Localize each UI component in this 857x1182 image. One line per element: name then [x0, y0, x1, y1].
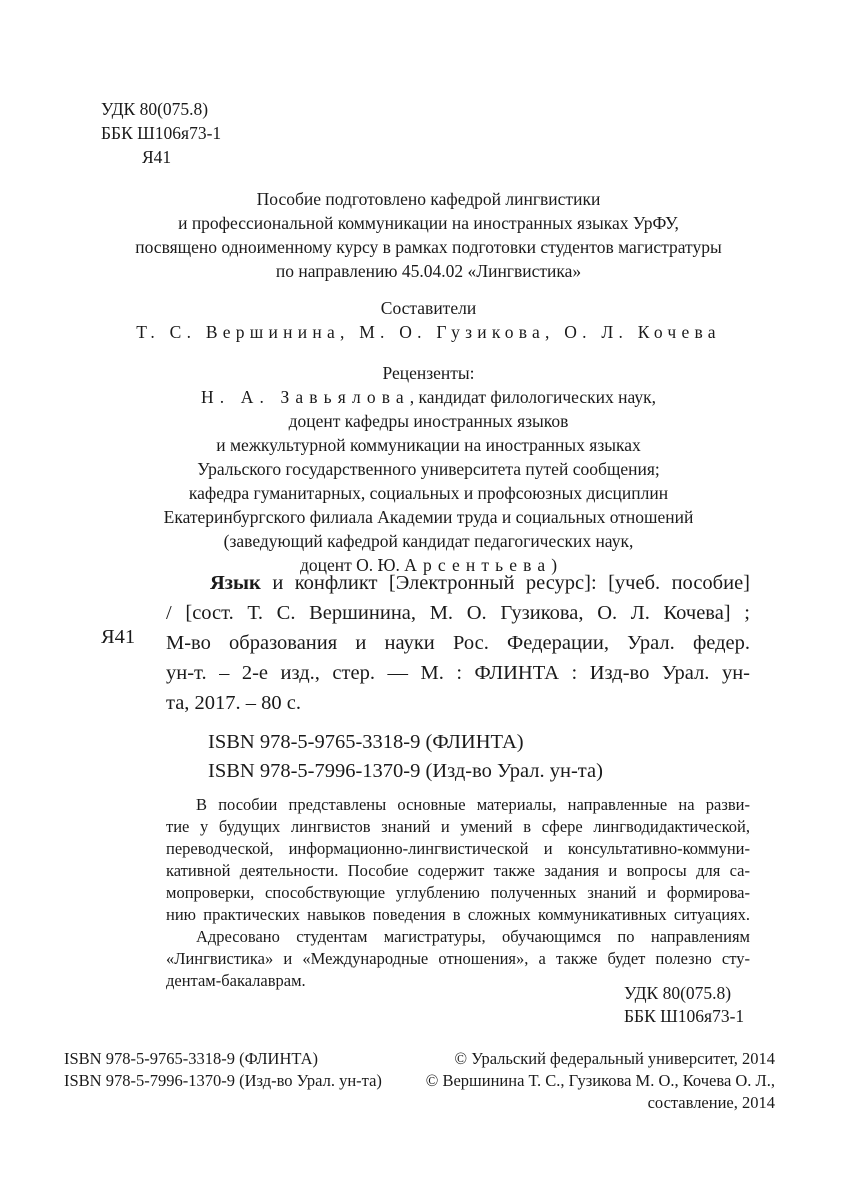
reviewer-line: Екатеринбургского филиала Академии труда и социальных отношений [163, 507, 694, 527]
bottom-bbk-code: ББК Ш106я73-1 [624, 1006, 745, 1026]
abstract-line: «Лингвистика» и «Международные отношения», а также будет полезно сту- [166, 949, 750, 968]
abstract-line: переводческой, информационно-лингвистической и консультативно-коммуни- [166, 839, 750, 858]
bib-line: М-во образования и науки Рос. Федерации, Урал. федер. [166, 632, 750, 654]
reviewers-block [0, 361, 857, 577]
abstract-line: нию практических навыков поведения в сложных коммуникативных ситуациях. [166, 905, 750, 924]
footer-isbn-2: ISBN 978-5-7996-1370-9 (Изд-во Урал. ун-та) [64, 1071, 382, 1090]
footer-isbn-1: ISBN 978-5-9765-3318-9 (ФЛИНТА) [64, 1049, 319, 1068]
copyright-university: © Уральский федеральный университет, 2014 [454, 1049, 775, 1068]
bib-line: Язык и конфликт [Электронный ресурс]: [учеб. пособие] [210, 572, 750, 594]
intro-line: и профессиональной коммуникации на иностранных языках УрФУ, [178, 213, 679, 233]
bottom-udk-code: УДК 80(075.8) [624, 983, 732, 1003]
reviewer-line: Н. А. Завьялова, кандидат филологических наук, [200, 387, 656, 407]
reviewers-heading: Рецензенты: [382, 363, 475, 383]
abstract-line: тие у будущих лингвистов знаний и умений в сфере лингводидактической, [166, 817, 750, 836]
bib-description [166, 568, 750, 718]
abstract-line: мопроверки, способствующие углублению полученных знаний и формирова- [166, 883, 750, 902]
compilers-block [0, 296, 857, 344]
reviewer-line: кафедра гуманитарных, социальных и профсоюзных дисциплин [188, 483, 669, 503]
udk-code: УДК 80(075.8) [101, 99, 209, 119]
reviewer-name: Арсентьева [404, 555, 552, 575]
reviewer-line: и межкультурной коммуникации на иностранных языках [216, 435, 641, 455]
copyright-authors: © Вершинина Т. С., Гузикова М. О., Кочева О. Л., [425, 1071, 775, 1090]
abstract-line: В пособии представлены основные материалы, направленные на разви- [196, 795, 750, 814]
intro-block [0, 187, 857, 283]
bib-author-mark: Я41 [101, 626, 136, 648]
bib-title: Язык [210, 572, 261, 594]
abstract-line: дентам-бакалаврам. [166, 971, 306, 990]
abstract-line: Адресовано студентам магистратуры, обучающимся по направлениям [196, 927, 750, 946]
reviewer-line: (заведующий кафедрой кандидат педагогических наук, [223, 531, 634, 551]
intro-line: Пособие подготовлено кафедрой лингвистики [256, 189, 601, 209]
bbk-code: ББК Ш106я73-1 [101, 123, 222, 143]
reviewer-line: доцент О. Ю. Арсентьева) [299, 555, 558, 575]
bib-line: / [сост. Т. С. Вершинина, М. О. Гузикова, О. Л. Кочева] ; [166, 602, 750, 624]
author-mark: Я41 [142, 147, 172, 167]
copyright-compilation: составление, 2014 [647, 1093, 775, 1112]
compilers-names: Т. С. Вершинина, М. О. Гузикова, О. Л. Кочева [136, 322, 721, 342]
reviewer-line: Уральского государственного университета путей сообщения; [197, 459, 660, 479]
intro-line: посвящено одноименному курсу в рамках подготовки студентов магистратуры [135, 237, 722, 257]
compilers-heading: Составители [380, 298, 477, 318]
reviewer-line: доцент кафедры иностранных языков [288, 411, 569, 431]
bib-isbn-2: ISBN 978-5-7996-1370-9 (Изд-во Урал. ун-та) [208, 760, 603, 782]
bib-isbn-1: ISBN 978-5-9765-3318-9 (ФЛИНТА) [208, 731, 524, 753]
intro-line: по направлению 45.04.02 «Лингвистика» [275, 261, 582, 281]
abstract-line: кативной деятельности. Пособие содержит также задания и вопросы для са- [166, 861, 750, 880]
reviewer-name: Н. А. Завьялова [200, 387, 410, 407]
bib-line: та, 2017. – 80 с. [166, 692, 302, 714]
bib-line: ун-т. – 2-е изд., стер. — М. : ФЛИНТА : Изд-во Урал. ун- [166, 662, 750, 684]
abstract [166, 793, 750, 991]
